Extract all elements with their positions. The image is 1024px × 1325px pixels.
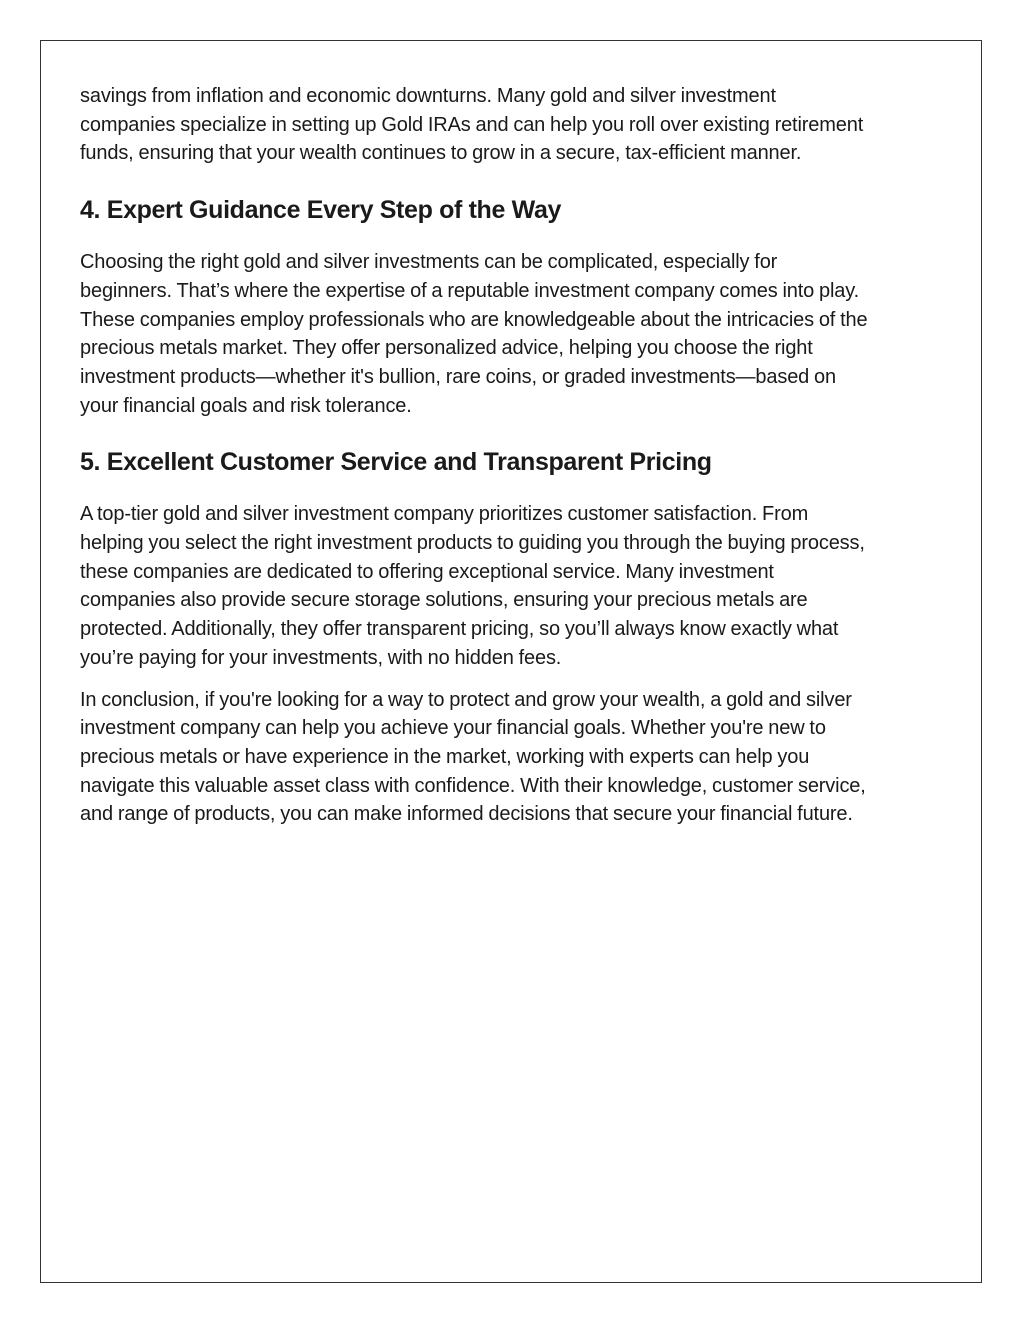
intro-paragraph-continued: savings from inflation and economic downturns. Many gold and silver investment companies specialize in setting up Gold IRAs and can help you roll over existing retirement funds, ensuring that your wealth continues to grow in a secure, tax-efficient manner. (80, 85, 864, 165)
section-5-paragraph: A top-tier gold and silver investment company prioritizes customer satisfaction. From helping you select the right investment products to guiding you through the buying process, these companies are dedicated to offering exceptional service. Many investment companies also provide secure storage solutions, ensuring your precious metals are protected. Additionally, they offer transparent pricing, so you’ll always know exactly what you’re paying for your investments, with no hidden fees. (80, 503, 865, 669)
conclusion-paragraph: In conclusion, if you're looking for a way to protect and grow your wealth, a gold and silver investment company can help you achieve your financial goals. Whether you're new to precious metals or have experience in the market, working with experts can help you navigate this valuable asset class with confidence. With their knowledge, customer service, and range of products, you can make informed decisions that secure your financial future. (80, 688, 866, 826)
section-5-heading: 5. Excellent Customer Service and Transparent Pricing (80, 448, 712, 477)
document-body (80, 82, 870, 829)
section-4-paragraph: Choosing the right gold and silver investments can be complicated, especially for beginners. That’s where the expertise of a reputable investment company comes into play. These companies employ professionals who are knowledgeable about the intricacies of the precious metals market. They offer personalized advice, helping you choose the right investment products—whether it's bullion, rare coins, or graded investments—based on your financial goals and risk tolerance. (80, 251, 868, 417)
section-4-heading: 4. Expert Guidance Every Step of the Way (80, 196, 562, 225)
